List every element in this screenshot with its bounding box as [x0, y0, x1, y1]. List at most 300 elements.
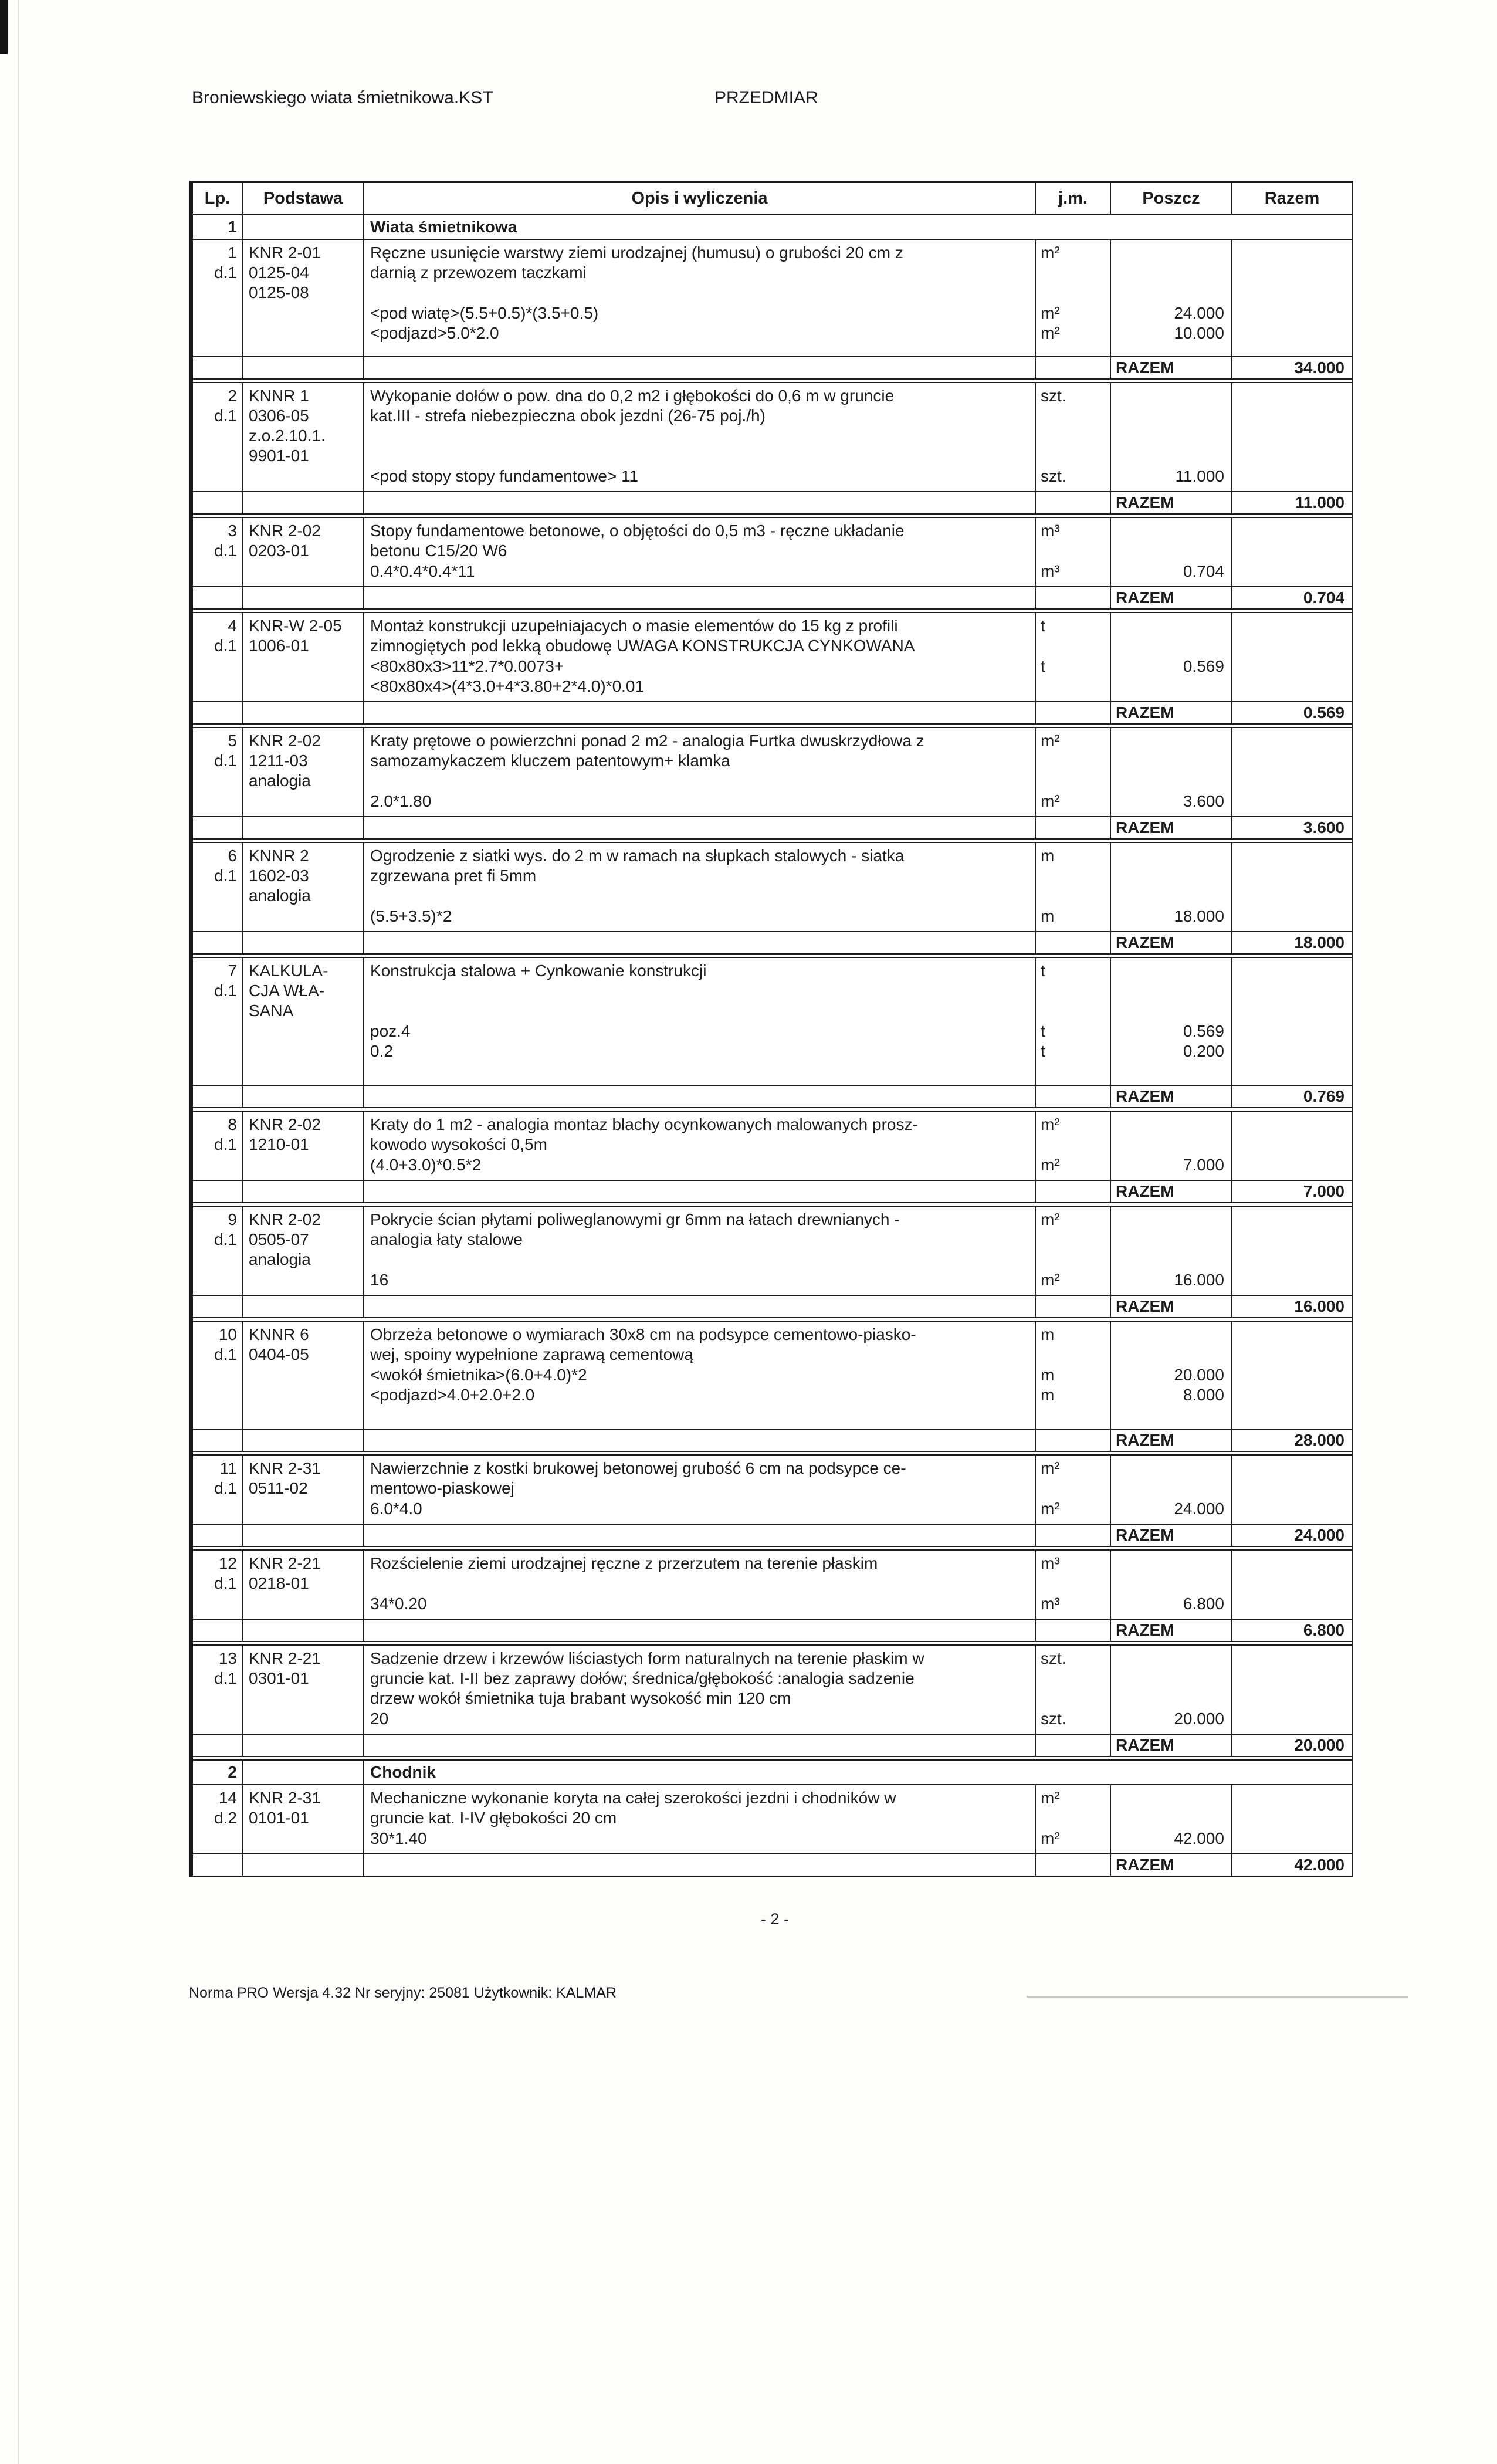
jm-unit: m: [1041, 1366, 1055, 1384]
calc-row: [193, 1365, 1352, 1385]
calc-row: [193, 1594, 1352, 1614]
desc-line: betonu C15/20 W6: [370, 541, 507, 560]
item-head-row: [193, 1646, 1352, 1709]
lp-dept: d.1: [214, 1669, 237, 1687]
podstawa-cell: [243, 486, 364, 491]
lp-cell: [193, 1322, 243, 1365]
razem-cell: [1232, 696, 1352, 701]
jm-unit: m²: [1041, 304, 1060, 322]
lp-cell: [193, 1551, 243, 1594]
poszcz-cell: [1111, 1021, 1232, 1041]
podstawa-cell: [243, 926, 364, 931]
calc-expr: <podjazd>4.0+2.0+2.0: [370, 1386, 535, 1404]
poszcz-cell: [1111, 1646, 1232, 1709]
scan-artifact-corner-mark: [0, 0, 8, 54]
podstawa-line: KNNR 2: [249, 847, 309, 865]
podstawa-cell: [243, 1614, 364, 1619]
podstawa-cell: [243, 1207, 364, 1270]
lp-cell: [193, 1405, 243, 1429]
podstawa-line: analogia: [249, 1250, 311, 1268]
lp-cell: [193, 1594, 243, 1614]
podstawa-cell: [243, 1761, 364, 1784]
podstawa-cell: [243, 1086, 364, 1107]
item-head-row: [193, 843, 1352, 906]
poszcz-cell: [1111, 1155, 1232, 1175]
poszcz-cell: [1111, 1041, 1232, 1061]
razem-value: 28.000: [1294, 1431, 1344, 1449]
jm-cell: [1036, 1519, 1111, 1524]
jm-cell: [1036, 492, 1111, 513]
opis-cell: [364, 1181, 1036, 1202]
pad-row: [193, 343, 1352, 356]
desc-line: Rozścielenie ziemi urodzajnej ręczne z przerzutem na terenie płaskim: [370, 1554, 878, 1572]
podstawa-line: 0301-01: [249, 1669, 309, 1687]
poszcz-cell: [1111, 1849, 1232, 1853]
calc-expr: 16: [370, 1271, 389, 1289]
pad-row: [193, 1405, 1352, 1429]
razem-cell: [1232, 383, 1352, 466]
podstawa-cell: [243, 1735, 364, 1756]
jm-cell: [1036, 932, 1111, 953]
poszcz-cell: [1111, 486, 1232, 491]
podstawa-line: KNR 2-31: [249, 1459, 321, 1477]
razem-cell: [1232, 492, 1352, 513]
podstawa-cell: [243, 1729, 364, 1734]
lp-cell: [193, 323, 243, 343]
lp-cell: [193, 1207, 243, 1270]
jm-unit: szt.: [1041, 1649, 1066, 1667]
podstawa-cell: [243, 613, 364, 656]
jm-unit: m: [1041, 847, 1055, 865]
razem-cell: [1232, 1270, 1352, 1290]
jm-cell: [1036, 926, 1111, 931]
podstawa-cell: [243, 1849, 364, 1853]
jm-unit: t: [1041, 1022, 1045, 1040]
poszcz-cell: [1111, 1061, 1232, 1085]
desc-line: Pokrycie ścian płytami poliweglanowymi gr 6mm na łatach drewnianych -: [370, 1210, 900, 1228]
podstawa-line: KNR 2-31: [249, 1789, 321, 1807]
desc-line: zgrzewana pret fi 5mm: [370, 867, 537, 885]
lp-number: 2: [228, 387, 237, 405]
document-title: Broniewskiego wiata śmietnikowa.KST: [192, 88, 493, 107]
lp-cell: [193, 702, 243, 723]
jm-cell: [1036, 1155, 1111, 1175]
podstawa-cell: [243, 1551, 364, 1594]
poszcz-cell: [1111, 240, 1232, 303]
desc-line: Kraty do 1 m2 - analogia montaz blachy ocynkowanych malowanych prosz-: [370, 1115, 918, 1133]
poszcz-value: 0.200: [1183, 1042, 1224, 1060]
item-head-row: [193, 1322, 1352, 1365]
jm-cell: [1036, 518, 1111, 561]
poszcz-cell: [1111, 843, 1232, 906]
poszcz-cell: [1111, 183, 1232, 214]
jm-cell: [1036, 1270, 1111, 1290]
calc-row: [193, 906, 1352, 926]
razem-cell: [1232, 817, 1352, 838]
jm-unit: m³: [1041, 522, 1060, 540]
poszcz-cell: [1111, 791, 1232, 811]
razem-cell: [1232, 1525, 1352, 1546]
calc-row: [193, 1385, 1352, 1405]
podstawa-cell: [243, 1646, 364, 1709]
lp-cell: [193, 343, 243, 356]
opis-cell: [364, 1296, 1036, 1317]
opis-cell: [364, 518, 1036, 561]
razem-value: 7.000: [1303, 1182, 1344, 1200]
razem-cell: [1232, 466, 1352, 486]
poszcz-cell: [1111, 728, 1232, 791]
opis-cell: [364, 492, 1036, 513]
calc-row: [193, 466, 1352, 486]
poszcz-cell: [1111, 1829, 1232, 1849]
podstawa-line: 0218-01: [249, 1574, 309, 1592]
jm-cell: [1036, 1322, 1111, 1365]
poszcz-cell: [1111, 1854, 1232, 1876]
razem-cell: [1232, 656, 1352, 676]
column-header-label: Lp.: [204, 188, 231, 208]
lp-number: 5: [228, 732, 237, 750]
podstawa-cell: [243, 1181, 364, 1202]
podstawa-cell: [243, 1296, 364, 1317]
calc-expr: 6.0*4.0: [370, 1500, 422, 1518]
razem-label: RAZEM: [1116, 1182, 1174, 1200]
opis-cell: [364, 817, 1036, 838]
lp-number: 6: [228, 847, 237, 865]
opis-cell: [364, 702, 1036, 723]
podstawa-cell: [243, 215, 364, 239]
podstawa-cell: [243, 1620, 364, 1641]
podstawa-line: KNR 2-02: [249, 732, 321, 750]
podstawa-line: 0511-02: [249, 1479, 308, 1497]
podstawa-cell: [243, 1061, 364, 1085]
jm-unit: m²: [1041, 1789, 1060, 1807]
razem-cell: [1232, 1709, 1352, 1729]
desc-line: Obrzeża betonowe o wymiarach 30x8 cm na podsypce cementowo-piasko-: [370, 1325, 916, 1343]
poszcz-cell: [1111, 958, 1232, 1021]
opis-cell: [364, 323, 1036, 343]
podstawa-cell: [243, 1112, 364, 1155]
opis-cell: [364, 1322, 1036, 1365]
podstawa-cell: [243, 1709, 364, 1729]
lp-cell: [193, 1181, 243, 1202]
razem-row: [193, 492, 1352, 513]
jm-cell: [1036, 613, 1111, 656]
jm-cell: [1036, 1551, 1111, 1594]
opis-cell: [364, 1594, 1036, 1614]
razem-row: [193, 357, 1352, 378]
podstawa-line: CJA WŁA-: [249, 981, 325, 1000]
jm-cell: [1036, 1849, 1111, 1853]
jm-unit: szt.: [1041, 1710, 1066, 1728]
razem-label: RAZEM: [1116, 1087, 1174, 1105]
opis-cell: [364, 587, 1036, 608]
poszcz-value: 8.000: [1183, 1386, 1224, 1404]
poszcz-value: 24.000: [1174, 1500, 1224, 1518]
podstawa-cell: [243, 1456, 364, 1499]
razem-cell: [1232, 702, 1352, 723]
poszcz-cell: [1111, 696, 1232, 701]
pad-row: [193, 1729, 1352, 1734]
lp-cell: [193, 1525, 243, 1546]
desc-line: mentowo-piaskowej: [370, 1479, 514, 1497]
razem-cell: [1232, 1456, 1352, 1499]
podstawa-line: 0125-04: [249, 263, 309, 282]
podstawa-cell: [243, 1829, 364, 1849]
poszcz-cell: [1111, 1112, 1232, 1155]
podstawa-line: KNNR 6: [249, 1325, 309, 1343]
poszcz-cell: [1111, 1525, 1232, 1546]
poszcz-cell: [1111, 1405, 1232, 1429]
opis-cell: [364, 357, 1036, 378]
lp-cell: [193, 1041, 243, 1061]
item-head-row: [193, 728, 1352, 791]
razem-value: 20.000: [1294, 1736, 1344, 1754]
jm-unit: m: [1041, 1386, 1055, 1404]
jm-cell: [1036, 466, 1111, 486]
podstawa-line: 0505-07: [249, 1230, 309, 1248]
podstawa-cell: [243, 702, 364, 723]
jm-cell: [1036, 958, 1111, 1021]
podstawa-cell: [243, 343, 364, 356]
razem-cell: [1232, 932, 1352, 953]
desc-line: samozamykaczem kluczem patentowym+ klamka: [370, 752, 730, 770]
jm-cell: [1036, 1729, 1111, 1734]
opis-cell: [364, 1709, 1036, 1729]
poszcz-cell: [1111, 1175, 1232, 1180]
calc-row: [193, 303, 1352, 323]
opis-cell: [364, 303, 1036, 323]
lp-cell: [193, 1614, 243, 1619]
opis-cell: [364, 1112, 1036, 1155]
pad-row: [193, 581, 1352, 586]
poszcz-cell: [1111, 926, 1232, 931]
razem-cell: [1232, 1290, 1352, 1295]
przedmiar-table: [189, 181, 1353, 1877]
poszcz-cell: [1111, 613, 1232, 656]
poszcz-cell: [1111, 357, 1232, 378]
lp-cell: [193, 183, 243, 214]
podstawa-line: 0101-01: [249, 1809, 309, 1827]
podstawa-line: 9901-01: [249, 446, 309, 465]
razem-row: [193, 1525, 1352, 1546]
poszcz-cell: [1111, 1614, 1232, 1619]
jm-cell: [1036, 357, 1111, 378]
lp-cell: [193, 357, 243, 378]
jm-unit: m²: [1041, 243, 1060, 262]
razem-label: RAZEM: [1116, 1621, 1174, 1639]
razem-value: 16.000: [1294, 1297, 1344, 1315]
lp-number: 13: [218, 1649, 237, 1667]
lp-cell: [193, 613, 243, 656]
lp-cell: [193, 817, 243, 838]
jm-cell: [1036, 383, 1111, 466]
podstawa-cell: [243, 1290, 364, 1295]
podstawa-line: KNR 2-21: [249, 1554, 321, 1572]
razem-cell: [1232, 1021, 1352, 1041]
calc-expr: 0.4*0.4*0.4*11: [370, 562, 475, 580]
razem-cell: [1232, 1175, 1352, 1180]
razem-row: [193, 1181, 1352, 1202]
poszcz-cell: [1111, 1729, 1232, 1734]
jm-cell: [1036, 843, 1111, 906]
desc-line: kat.III - strefa niebezpieczna obok jezdni (26-75 poj./h): [370, 407, 766, 425]
podstawa-line: 0404-05: [249, 1345, 309, 1363]
podstawa-cell: [243, 383, 364, 466]
podstawa-cell: [243, 932, 364, 953]
opis-cell: [364, 1735, 1036, 1756]
poszcz-cell: [1111, 1270, 1232, 1290]
lp-cell: [193, 1290, 243, 1295]
poszcz-cell: [1111, 323, 1232, 343]
calc-expr: (4.0+3.0)*0.5*2: [370, 1156, 482, 1174]
lp-dept: d.1: [214, 1135, 237, 1153]
podstawa-line: 1006-01: [249, 637, 309, 655]
jm-cell: [1036, 183, 1111, 214]
jm-cell: [1036, 486, 1111, 491]
podstawa-line: KNR 2-01: [249, 243, 321, 262]
calc-row: [193, 1270, 1352, 1290]
pad-row: [193, 1290, 1352, 1295]
opis-cell: [364, 1270, 1036, 1290]
podstawa-line: 0203-01: [249, 541, 309, 560]
jm-cell: [1036, 1709, 1111, 1729]
razem-cell: [1232, 1646, 1352, 1709]
poszcz-cell: [1111, 303, 1232, 323]
poszcz-value: 3.600: [1183, 792, 1224, 810]
podstawa-cell: [243, 240, 364, 303]
pad-row: [193, 1614, 1352, 1619]
item-head-row: [193, 613, 1352, 656]
razem-row: [193, 817, 1352, 838]
poszcz-cell: [1111, 1385, 1232, 1405]
jm-cell: [1036, 1365, 1111, 1385]
podstawa-cell: [243, 183, 364, 214]
razem-row: [193, 1735, 1352, 1756]
razem-cell: [1232, 1594, 1352, 1614]
opis-cell: [364, 1646, 1036, 1709]
pad-row: [193, 1849, 1352, 1853]
lp-dept: d.2: [214, 1809, 237, 1827]
lp-cell: [193, 383, 243, 466]
poszcz-cell: [1111, 1519, 1232, 1524]
razem-cell: [1232, 1551, 1352, 1594]
podstawa-cell: [243, 1041, 364, 1061]
jm-unit: m²: [1041, 1459, 1060, 1477]
podstawa-cell: [243, 906, 364, 926]
lp-cell: [193, 466, 243, 486]
podstawa-line: KNR-W 2-05: [249, 617, 342, 635]
opis-cell: [364, 1785, 1036, 1829]
opis-cell: [364, 1456, 1036, 1499]
jm-cell: [1036, 561, 1111, 581]
lp-cell: [193, 1021, 243, 1041]
razem-value: 42.000: [1294, 1856, 1344, 1874]
jm-cell: [1036, 1735, 1111, 1756]
desc-line: Kraty prętowe o powierzchni ponad 2 m2 - analogia Furtka dwuskrzydłowa z: [370, 732, 924, 750]
opis-cell: [364, 1499, 1036, 1519]
section-title: Chodnik: [370, 1763, 436, 1781]
lp-cell: [193, 581, 243, 586]
opis-cell: [364, 656, 1036, 676]
jm-unit: m²: [1041, 1500, 1060, 1518]
calc-expr: 30*1.40: [370, 1829, 427, 1847]
podstawa-line: KNNR 1: [249, 387, 309, 405]
razem-cell: [1232, 1385, 1352, 1405]
opis-cell: [364, 1405, 1036, 1429]
opis-cell: [364, 1519, 1036, 1524]
lp-cell: [193, 1061, 243, 1085]
jm-unit: m³: [1041, 1595, 1060, 1613]
poszcz-cell: [1111, 492, 1232, 513]
podstawa-cell: [243, 1021, 364, 1041]
item-head-row: [193, 1207, 1352, 1270]
calc-expr: <pod wiatę>(5.5+0.5)*(3.5+0.5): [370, 304, 599, 322]
lp-number: 4: [228, 617, 237, 635]
poszcz-cell: [1111, 1290, 1232, 1295]
podstawa-cell: [243, 1405, 364, 1429]
razem-cell: [1232, 1614, 1352, 1619]
poszcz-cell: [1111, 518, 1232, 561]
opis-cell: [364, 1061, 1036, 1085]
opis-cell: [364, 843, 1036, 906]
poszcz-cell: [1111, 1709, 1232, 1729]
podstawa-cell: [243, 323, 364, 343]
lp-number: 9: [228, 1210, 237, 1228]
razem-cell: [1232, 613, 1352, 656]
lp-cell: [193, 1646, 243, 1709]
jm-cell: [1036, 811, 1111, 816]
razem-cell: [1232, 1181, 1352, 1202]
poszcz-cell: [1111, 1086, 1232, 1107]
razem-cell: [1232, 1849, 1352, 1853]
lp-dept: d.1: [214, 1230, 237, 1248]
razem-label: RAZEM: [1116, 493, 1174, 512]
desc-line: wej, spoiny wypełnione zaprawą cementową: [370, 1345, 693, 1363]
opis-cell: [364, 613, 1036, 656]
calc-row: [193, 1829, 1352, 1849]
razem-cell: [1232, 906, 1352, 926]
podstawa-cell: [243, 696, 364, 701]
razem-cell: [1232, 926, 1352, 931]
jm-cell: [1036, 323, 1111, 343]
podstawa-cell: [243, 1270, 364, 1290]
section-number: 2: [193, 1761, 243, 1784]
poszcz-value: 20.000: [1174, 1710, 1224, 1728]
podstawa-cell: [243, 1785, 364, 1829]
razem-cell: [1232, 1829, 1352, 1849]
podstawa-cell: [243, 958, 364, 1021]
poszcz-cell: [1111, 1456, 1232, 1499]
jm-cell: [1036, 1290, 1111, 1295]
poszcz-cell: [1111, 1181, 1232, 1202]
lp-dept: d.1: [214, 1479, 237, 1497]
razem-row: [193, 932, 1352, 953]
jm-cell: [1036, 1620, 1111, 1641]
razem-row: [193, 1430, 1352, 1451]
lp-cell: [193, 843, 243, 906]
opis-cell: [364, 1207, 1036, 1270]
lp-cell: [193, 1729, 243, 1734]
lp-cell: [193, 1829, 243, 1849]
razem-value: 11.000: [1295, 493, 1344, 512]
poszcz-cell: [1111, 383, 1232, 466]
razem-cell: [1232, 1519, 1352, 1524]
pad-row: [193, 1061, 1352, 1085]
item-head-row: [193, 383, 1352, 466]
opis-cell: [364, 1086, 1036, 1107]
lp-cell: [193, 728, 243, 791]
jm-unit: m²: [1041, 324, 1060, 342]
